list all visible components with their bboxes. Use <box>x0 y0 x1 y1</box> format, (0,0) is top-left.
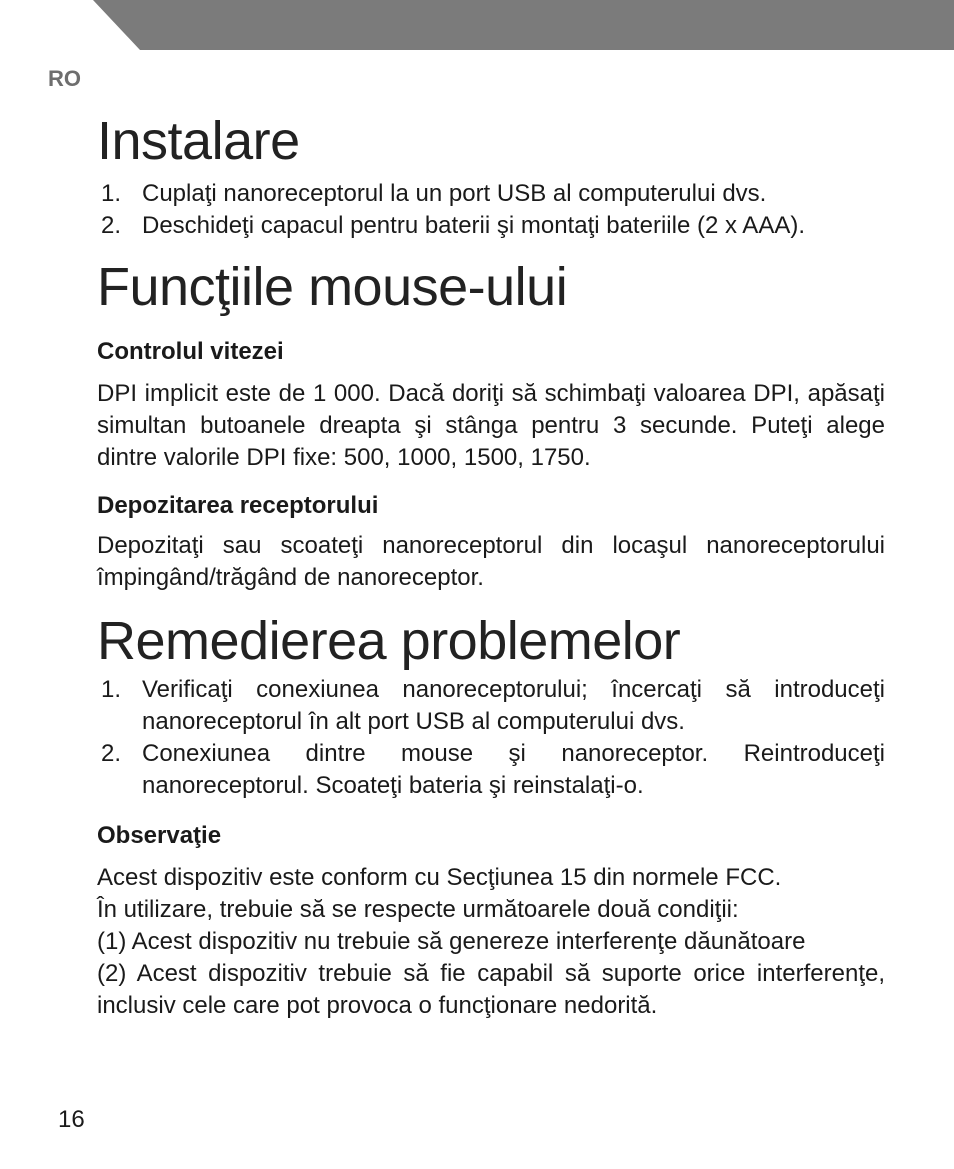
note-line: Acest dispozitiv este conform cu Secţiunea 15 din normele FCC. <box>97 864 782 891</box>
install-steps-list <box>97 178 885 242</box>
list-item-number: 1. <box>101 676 122 703</box>
list-item-text: Verificaţi conexiunea nanoreceptorului; încercaţi să introduceţi nanoreceptorul în alt port USB al computerului dvs. <box>142 676 885 735</box>
receiver-storage-subheading: Depozitarea receptorului <box>97 492 379 519</box>
note-subheading: Observaţie <box>97 822 222 849</box>
troubleshooting-heading: Remedierea problemelor <box>97 611 681 671</box>
header-bar <box>0 0 954 50</box>
receiver-storage-text: Depozitaţi sau scoateţi nanoreceptorul din locaşul nanoreceptorului împingând/trăgând de nanoreceptor. <box>97 532 885 591</box>
list-item-text: Cuplaţi nanoreceptorul la un port USB al computerului dvs. <box>142 180 767 207</box>
list-item <box>97 178 885 210</box>
list-item-text: Deschideţi capacul pentru baterii şi montaţi bateriile (2 x AAA). <box>142 212 805 239</box>
note-line: (2) Acest dispozitiv trebuie să fie capabil să suporte orice interferenţe, inclusiv cele care pot provoca o funcţionare nedorită. <box>97 960 885 1019</box>
list-item <box>97 210 885 242</box>
main-content <box>97 108 885 1022</box>
install-heading: Instalare <box>97 111 300 171</box>
speed-control-text: DPI implicit este de 1 000. Dacă doriţi să schimbaţi valoarea DPI, apăsaţi simultan butoanele dreapta şi stânga pentru 3 secunde. Puteţi alege dintre valorile DPI fixe: 500, 1000, 1500, 1750. <box>97 380 885 471</box>
list-item <box>97 738 885 802</box>
list-item-number: 1. <box>101 180 122 207</box>
note-line: În utilizare, trebuie să se respecte următoarele două condiţii: <box>97 896 739 923</box>
mouse-functions-heading: Funcţiile mouse-ului <box>97 257 568 317</box>
page-number: 16 <box>58 1106 85 1133</box>
troubleshooting-list <box>97 674 885 802</box>
speed-control-subheading: Controlul vitezei <box>97 338 284 365</box>
list-item <box>97 674 885 738</box>
header-bar-shape <box>93 0 954 50</box>
note-line: (1) Acest dispozitiv nu trebuie să genereze interferenţe dăunătoare <box>97 928 806 955</box>
language-label: RO <box>48 66 81 91</box>
list-item-number: 2. <box>101 212 122 239</box>
list-item-text: Conexiunea dintre mouse şi nanoreceptor. Reintroduceţi nanoreceptorul. Scoateţi bateria şi reinstalaţi-o. <box>142 740 885 799</box>
list-item-number: 2. <box>101 740 122 767</box>
note-text <box>97 862 885 1022</box>
